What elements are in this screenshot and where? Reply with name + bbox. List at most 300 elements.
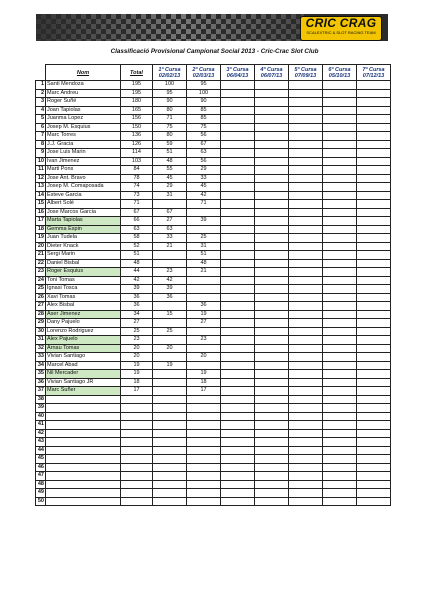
race-6-cell: [323, 268, 357, 277]
race-7-cell: [357, 98, 391, 107]
total-cell: 84: [121, 166, 153, 175]
race-2-cell: 67: [187, 140, 221, 149]
race-4-cell: [255, 412, 289, 421]
race-1-cell: [153, 489, 187, 498]
race-5-cell: [289, 327, 323, 336]
race-2-cell: [187, 472, 221, 481]
race-7-cell: [357, 166, 391, 175]
race-7-cell: [357, 395, 391, 404]
name-cell: [46, 404, 121, 413]
table-row: [36, 302, 391, 311]
position-cell: 2: [36, 89, 46, 98]
race-2-cell: 85: [187, 106, 221, 115]
race-6-cell: [323, 208, 357, 217]
table-row: [36, 166, 391, 175]
race-7-cell: [357, 259, 391, 268]
total-cell: [121, 489, 153, 498]
table-row: [36, 132, 391, 141]
race-4-cell: [255, 225, 289, 234]
total-cell: [121, 429, 153, 438]
race-4-cell: [255, 183, 289, 192]
race-7-cell: [357, 489, 391, 498]
name-cell: [46, 446, 121, 455]
table-row: [36, 421, 391, 430]
name-cell: Marc Andreu: [46, 89, 121, 98]
position-cell: 43: [36, 438, 46, 447]
position-cell: 11: [36, 166, 46, 175]
position-cell: 37: [36, 387, 46, 396]
race-3-cell: [221, 472, 255, 481]
standings-table: [35, 64, 391, 506]
position-cell: 14: [36, 191, 46, 200]
position-cell: 40: [36, 412, 46, 421]
race-6-cell: [323, 234, 357, 243]
name-cell: [46, 497, 121, 506]
race-2-cell: 25: [187, 234, 221, 243]
table-row: [36, 217, 391, 226]
race-1-cell: [153, 438, 187, 447]
race-5-cell: [289, 463, 323, 472]
total-cell: 58: [121, 234, 153, 243]
column-header-race-1: [153, 65, 187, 81]
race-5-cell: [289, 276, 323, 285]
race-4-cell: [255, 200, 289, 209]
race-4-cell: [255, 319, 289, 328]
race-2-cell: [187, 395, 221, 404]
race-2-cell: 75: [187, 123, 221, 132]
name-cell: Dany Pajuelo: [46, 319, 121, 328]
name-cell: J.J. Gracia: [46, 140, 121, 149]
position-cell: 26: [36, 293, 46, 302]
race-4-cell: [255, 132, 289, 141]
race-5-cell: [289, 353, 323, 362]
race-4-cell: [255, 89, 289, 98]
race-5-cell: [289, 455, 323, 464]
total-cell: 114: [121, 149, 153, 158]
total-cell: 103: [121, 157, 153, 166]
race-2-cell: 95: [187, 81, 221, 90]
race-3-cell: [221, 183, 255, 192]
race-7-cell: [357, 251, 391, 260]
race-7-cell: [357, 132, 391, 141]
race-4-cell: [255, 421, 289, 430]
race-1-cell: 55: [153, 166, 187, 175]
race-2-cell: 45: [187, 183, 221, 192]
race-3-cell: [221, 140, 255, 149]
race-7-cell: [357, 480, 391, 489]
name-cell: Vivian Santiago JR: [46, 378, 121, 387]
race-3-cell: [221, 370, 255, 379]
position-cell: 23: [36, 268, 46, 277]
race-6-cell: [323, 446, 357, 455]
race-1-cell: [153, 370, 187, 379]
race-5-cell: [289, 370, 323, 379]
race-7-cell: [357, 81, 391, 90]
race-4-cell: [255, 268, 289, 277]
race-6-cell: [323, 404, 357, 413]
race-7-cell: [357, 217, 391, 226]
table-row: [36, 412, 391, 421]
race-6-cell: [323, 310, 357, 319]
total-cell: 20: [121, 353, 153, 362]
race-1-cell: [153, 353, 187, 362]
race-2-cell: [187, 455, 221, 464]
race-5-cell: [289, 242, 323, 251]
table-row: [36, 81, 391, 90]
race-2-cell: [187, 480, 221, 489]
race-1-cell: [153, 259, 187, 268]
race-4-cell: [255, 353, 289, 362]
race-6-cell: [323, 259, 357, 268]
race-1-cell: [153, 455, 187, 464]
race-1-cell: 23: [153, 268, 187, 277]
race-2-cell: 18: [187, 378, 221, 387]
table-row: [36, 455, 391, 464]
race-3-cell: [221, 149, 255, 158]
name-cell: Juanma Lopez: [46, 115, 121, 124]
race-4-cell: [255, 472, 289, 481]
position-cell: 20: [36, 242, 46, 251]
name-cell: Jose Marcos Garcia: [46, 208, 121, 217]
race-5-cell: [289, 234, 323, 243]
race-3-cell: [221, 293, 255, 302]
race-5-cell: [289, 319, 323, 328]
total-cell: [121, 497, 153, 506]
total-cell: 150: [121, 123, 153, 132]
race-7-cell: [357, 200, 391, 209]
race-5-cell: [289, 149, 323, 158]
race-5-cell: [289, 259, 323, 268]
race-3-cell: [221, 115, 255, 124]
table-row: [36, 395, 391, 404]
total-cell: 78: [121, 174, 153, 183]
position-cell: 47: [36, 472, 46, 481]
position-cell: 21: [36, 251, 46, 260]
race-6-cell: [323, 174, 357, 183]
race-2-cell: 39: [187, 217, 221, 226]
race-1-cell: 21: [153, 242, 187, 251]
race-7-cell: [357, 183, 391, 192]
race-4-cell: [255, 293, 289, 302]
race-2-cell: 63: [187, 149, 221, 158]
race-3-cell: [221, 438, 255, 447]
race-3-cell: [221, 106, 255, 115]
race-6-cell: [323, 438, 357, 447]
race-2-cell: 23: [187, 336, 221, 345]
total-cell: [121, 463, 153, 472]
race-3-cell: [221, 225, 255, 234]
race-2-cell: 29: [187, 166, 221, 175]
name-cell: Santi Mendoza: [46, 81, 121, 90]
name-cell: Joan Tapiolas: [46, 106, 121, 115]
race-5-cell: [289, 183, 323, 192]
race-6-cell: [323, 463, 357, 472]
race-1-cell: 75: [153, 123, 187, 132]
race-date: 02/02/13: [158, 72, 181, 79]
race-6-cell: [323, 353, 357, 362]
race-5-cell: [289, 302, 323, 311]
race-5-cell: [289, 106, 323, 115]
race-1-cell: 95: [153, 89, 187, 98]
name-cell: Sergi Marin: [46, 251, 121, 260]
race-1-cell: 15: [153, 310, 187, 319]
race-1-cell: [153, 463, 187, 472]
total-cell: 180: [121, 98, 153, 107]
race-1-cell: 80: [153, 106, 187, 115]
race-6-cell: [323, 89, 357, 98]
race-2-cell: [187, 361, 221, 370]
race-5-cell: [289, 115, 323, 124]
position-cell: 25: [36, 285, 46, 294]
position-cell: 45: [36, 455, 46, 464]
race-6-cell: [323, 157, 357, 166]
race-7-cell: [357, 429, 391, 438]
race-2-cell: 100: [187, 89, 221, 98]
race-4-cell: [255, 81, 289, 90]
table-row: [36, 259, 391, 268]
table-row: [36, 140, 391, 149]
race-4-cell: [255, 336, 289, 345]
race-6-cell: [323, 132, 357, 141]
race-6-cell: [323, 81, 357, 90]
column-header-race-2: [187, 65, 221, 81]
race-5-cell: [289, 387, 323, 396]
total-cell: 25: [121, 327, 153, 336]
race-6-cell: [323, 489, 357, 498]
total-cell: [121, 455, 153, 464]
race-6-cell: [323, 217, 357, 226]
club-logo: [300, 16, 382, 41]
race-3-cell: [221, 336, 255, 345]
total-cell: 165: [121, 106, 153, 115]
race-4-cell: [255, 106, 289, 115]
table-row: [36, 319, 391, 328]
race-4-cell: [255, 302, 289, 311]
position-cell: 33: [36, 353, 46, 362]
race-2-cell: [187, 412, 221, 421]
total-cell: 195: [121, 81, 153, 90]
race-5-cell: [289, 378, 323, 387]
race-6-cell: [323, 242, 357, 251]
race-3-cell: [221, 353, 255, 362]
race-1-cell: [153, 480, 187, 489]
race-6-cell: [323, 200, 357, 209]
total-cell: 71: [121, 200, 153, 209]
race-4-cell: [255, 497, 289, 506]
total-cell: 67: [121, 208, 153, 217]
race-4-cell: [255, 149, 289, 158]
race-7-cell: [357, 361, 391, 370]
race-5-cell: [289, 132, 323, 141]
race-name: 1ª Cursa: [158, 66, 181, 73]
position-cell: 29: [36, 319, 46, 328]
race-1-cell: 48: [153, 157, 187, 166]
race-2-cell: [187, 327, 221, 336]
table-header-row: [36, 65, 391, 81]
race-2-cell: [187, 446, 221, 455]
name-cell: Alex Bisbal: [46, 302, 121, 311]
race-6-cell: [323, 387, 357, 396]
table-row: [36, 497, 391, 506]
race-5-cell: [289, 472, 323, 481]
race-2-cell: 42: [187, 191, 221, 200]
race-2-cell: [187, 208, 221, 217]
race-3-cell: [221, 421, 255, 430]
name-cell: [46, 463, 121, 472]
race-5-cell: [289, 166, 323, 175]
name-cell: Roger Esquius: [46, 268, 121, 277]
table-row: [36, 191, 391, 200]
race-6-cell: [323, 183, 357, 192]
position-cell: 8: [36, 140, 46, 149]
race-4-cell: [255, 404, 289, 413]
column-header-race-3: [221, 65, 255, 81]
race-6-cell: [323, 327, 357, 336]
race-4-cell: [255, 429, 289, 438]
race-1-cell: [153, 251, 187, 260]
race-3-cell: [221, 395, 255, 404]
name-cell: Jose Luis Marin: [46, 149, 121, 158]
position-cell: 28: [36, 310, 46, 319]
race-7-cell: [357, 234, 391, 243]
race-5-cell: [289, 497, 323, 506]
race-2-cell: 51: [187, 251, 221, 260]
race-2-cell: [187, 497, 221, 506]
position-cell: 44: [36, 446, 46, 455]
table-row: [36, 242, 391, 251]
race-3-cell: [221, 480, 255, 489]
race-5-cell: [289, 200, 323, 209]
race-5-cell: [289, 438, 323, 447]
race-3-cell: [221, 497, 255, 506]
race-6-cell: [323, 412, 357, 421]
race-6-cell: [323, 251, 357, 260]
position-cell: 7: [36, 132, 46, 141]
race-7-cell: [357, 89, 391, 98]
race-1-cell: 31: [153, 191, 187, 200]
race-2-cell: [187, 293, 221, 302]
name-cell: Marc Torres: [46, 132, 121, 141]
race-2-cell: [187, 285, 221, 294]
name-cell: Arnau Tomas: [46, 344, 121, 353]
race-1-cell: [153, 472, 187, 481]
race-6-cell: [323, 293, 357, 302]
name-cell: Roger Suñé: [46, 98, 121, 107]
total-cell: 74: [121, 183, 153, 192]
race-4-cell: [255, 327, 289, 336]
race-7-cell: [357, 285, 391, 294]
standings-body: [36, 81, 391, 506]
name-cell: Toni Tomas: [46, 276, 121, 285]
race-7-cell: [357, 319, 391, 328]
race-6-cell: [323, 98, 357, 107]
name-cell: [46, 438, 121, 447]
race-4-cell: [255, 463, 289, 472]
race-5-cell: [289, 98, 323, 107]
race-5-cell: [289, 208, 323, 217]
race-2-cell: 48: [187, 259, 221, 268]
race-3-cell: [221, 429, 255, 438]
race-2-cell: 85: [187, 115, 221, 124]
race-7-cell: [357, 115, 391, 124]
name-cell: [46, 412, 121, 421]
race-7-cell: [357, 208, 391, 217]
position-cell: 15: [36, 200, 46, 209]
name-cell: Josep M. Comaposada: [46, 183, 121, 192]
name-cell: Marcel Abad: [46, 361, 121, 370]
race-3-cell: [221, 489, 255, 498]
name-cell: Nil Mercader: [46, 370, 121, 379]
race-2-cell: 27: [187, 319, 221, 328]
race-1-cell: [153, 387, 187, 396]
total-cell: 20: [121, 344, 153, 353]
name-cell: [46, 395, 121, 404]
race-3-cell: [221, 132, 255, 141]
race-5-cell: [289, 421, 323, 430]
table-row: [36, 327, 391, 336]
position-cell: 49: [36, 489, 46, 498]
name-cell: Gemma Espin: [46, 225, 121, 234]
race-5-cell: [289, 191, 323, 200]
total-cell: 63: [121, 225, 153, 234]
race-3-cell: [221, 378, 255, 387]
name-cell: Marti Pons: [46, 166, 121, 175]
race-6-cell: [323, 225, 357, 234]
race-1-cell: [153, 446, 187, 455]
race-6-cell: [323, 302, 357, 311]
position-cell: 4: [36, 106, 46, 115]
race-3-cell: [221, 319, 255, 328]
race-4-cell: [255, 395, 289, 404]
position-cell: 27: [36, 302, 46, 311]
race-4-cell: [255, 438, 289, 447]
race-5-cell: [289, 480, 323, 489]
race-5-cell: [289, 268, 323, 277]
race-3-cell: [221, 268, 255, 277]
name-cell: [46, 421, 121, 430]
race-3-cell: [221, 123, 255, 132]
table-row: [36, 89, 391, 98]
page-title: Classificació Provisional Campionat Social 2013 - Cric-Crac Slot Club: [110, 48, 319, 55]
race-5-cell: [289, 81, 323, 90]
race-4-cell: [255, 378, 289, 387]
race-3-cell: [221, 455, 255, 464]
position-cell: 46: [36, 463, 46, 472]
name-cell: Marc Suñer: [46, 387, 121, 396]
race-date: 02/03/13: [192, 72, 215, 79]
race-3-cell: [221, 259, 255, 268]
race-2-cell: 21: [187, 268, 221, 277]
total-cell: 66: [121, 217, 153, 226]
race-1-cell: [153, 302, 187, 311]
race-4-cell: [255, 387, 289, 396]
race-4-cell: [255, 361, 289, 370]
race-6-cell: [323, 106, 357, 115]
race-4-cell: [255, 208, 289, 217]
race-5-cell: [289, 412, 323, 421]
position-cell: 39: [36, 404, 46, 413]
race-4-cell: [255, 489, 289, 498]
total-cell: 19: [121, 370, 153, 379]
position-cell: 41: [36, 421, 46, 430]
position-cell: 48: [36, 480, 46, 489]
position-cell: 16: [36, 208, 46, 217]
table-row: [36, 149, 391, 158]
race-6-cell: [323, 319, 357, 328]
column-header-race-7: [357, 65, 391, 81]
race-2-cell: 56: [187, 157, 221, 166]
position-cell: 38: [36, 395, 46, 404]
